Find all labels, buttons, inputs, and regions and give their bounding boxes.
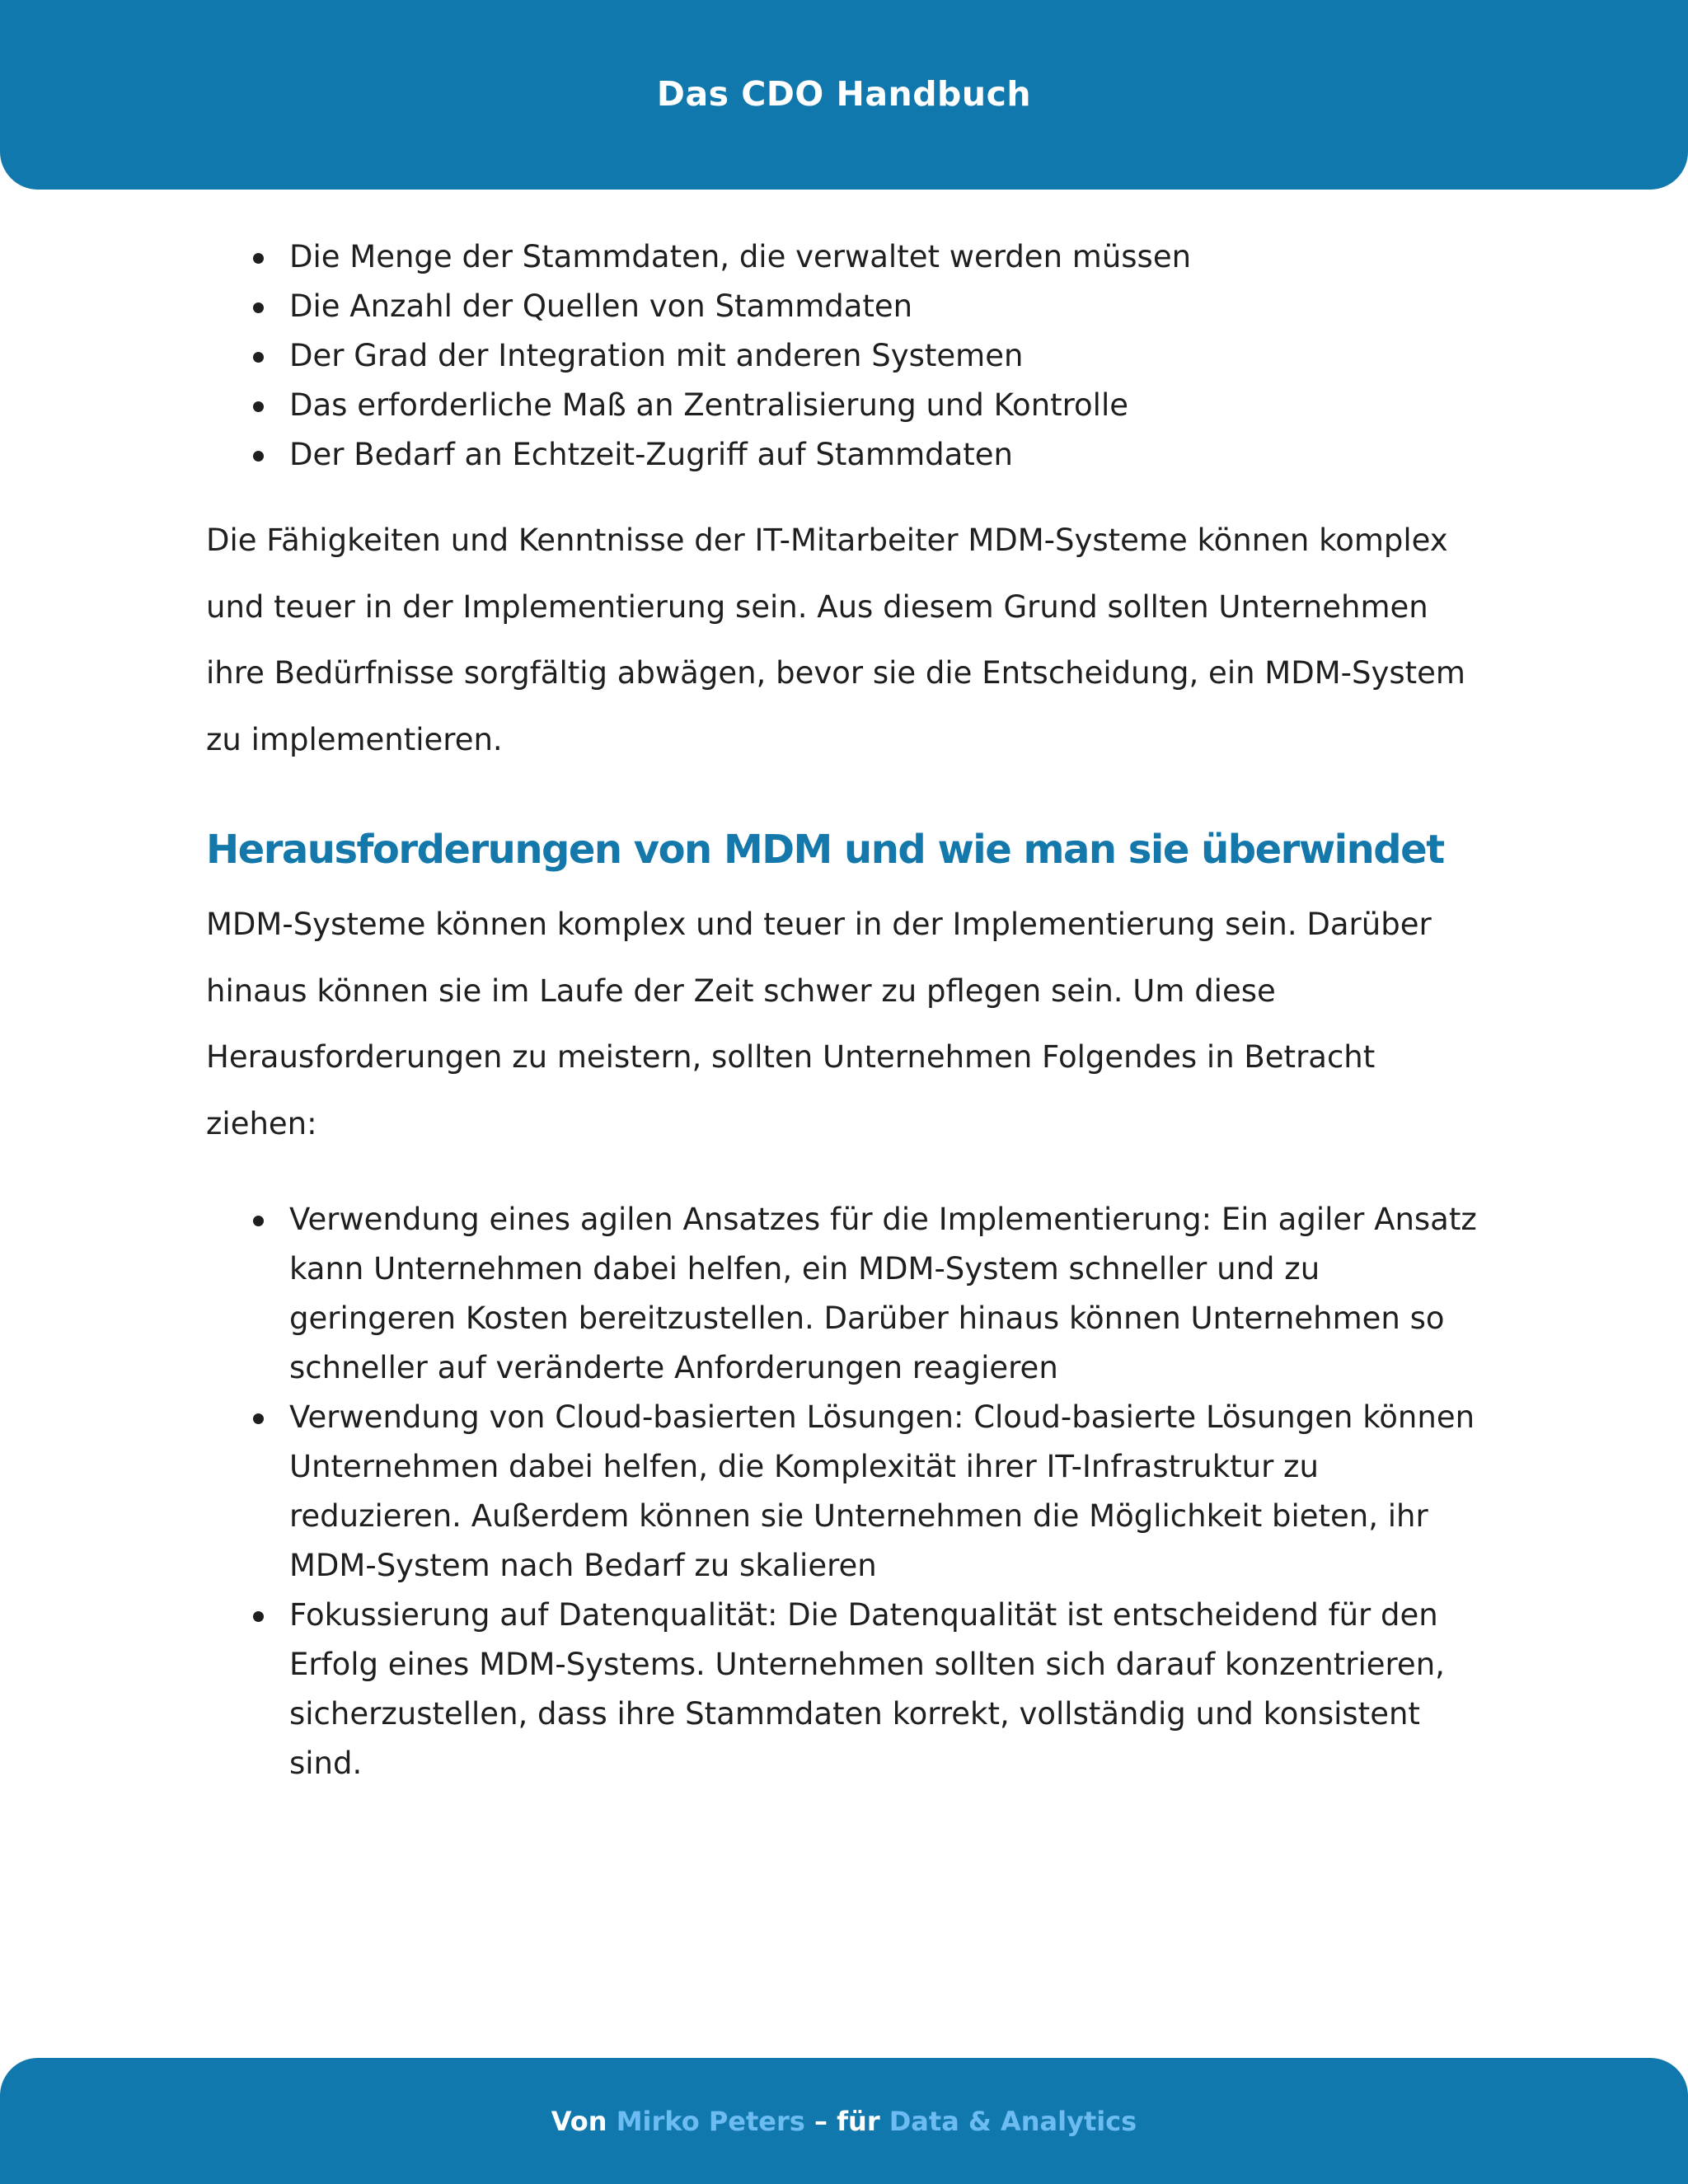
list-item-text: Der Grad der Integration mit anderen Systemen — [289, 338, 1024, 373]
bullet-icon — [253, 302, 264, 313]
page-footer — [0, 2058, 1688, 2184]
header-title: Das CDO Handbuch — [656, 74, 1032, 114]
bullet-icon — [253, 401, 264, 412]
footer-author: Mirko Peters — [616, 2106, 805, 2137]
footer-prefix: Von — [551, 2106, 607, 2137]
footer-credit — [0, 2097, 1688, 2146]
bullet-icon — [253, 1413, 264, 1424]
section-intro-paragraph: MDM-Systeme können komplex und teuer in der Implementierung sein. Darüber hinaus können sie im Laufe der Zeit schwer zu pflegen sein. Um diese Herausforderungen zu meistern, sollten Unternehmen Folgendes in Betracht ziehen: — [206, 907, 1432, 1141]
section-heading: Herausforderungen von MDM und wie man sie überwindet — [206, 827, 1444, 873]
list-item-text: Verwendung eines agilen Ansatzes für die Implementierung: Ein agiler Ansatz kann Unternehmen dabei helfen, ein MDM-System schneller und zu geringeren Kosten bereitzustellen. Darüber hinaus können Unternehmen so schneller auf veränderte Anforderungen reagieren — [289, 1202, 1477, 1385]
page-content — [206, 232, 1492, 1788]
list-item — [206, 1591, 1492, 1788]
page-header — [0, 0, 1688, 190]
list-item-text: Der Bedarf an Echtzeit-Zugriff auf Stammdaten — [289, 437, 1013, 472]
footer-org: Data & Analytics — [889, 2106, 1137, 2137]
bullet-icon — [253, 1216, 264, 1226]
list-item-text: Die Menge der Stammdaten, die verwaltet werden müssen — [289, 239, 1192, 274]
bullet-icon — [253, 451, 264, 462]
list-item-text: Verwendung von Cloud-basierten Lösungen: Cloud-basierte Lösungen können Unternehmen dabei helfen, die Komplexität ihrer IT-Infrastruktur zu reduzieren. Außerdem können sie Unternehmen die Möglichkeit bieten, ihr MDM-System nach Bedarf zu skalieren — [289, 1399, 1475, 1583]
top-bullet-list — [206, 232, 1492, 480]
bullet-icon — [253, 1611, 264, 1622]
list-item — [206, 430, 1492, 480]
bullet-icon — [253, 352, 264, 363]
list-item — [206, 232, 1492, 282]
footer-separator: – für — [814, 2106, 880, 2137]
list-item — [206, 1393, 1492, 1591]
list-item — [206, 282, 1492, 331]
list-item-text: Fokussierung auf Datenqualität: Die Datenqualität ist entscheidend für den Erfolg eines MDM-Systems. Unternehmen sollten sich darauf konzentrieren, sicherzustellen, dass ihre Stammdaten korrekt, vollständig und konsistent sind. — [289, 1597, 1445, 1781]
list-item — [206, 381, 1492, 430]
list-item-text: Die Anzahl der Quellen von Stammdaten — [289, 288, 913, 324]
list-item — [206, 1195, 1492, 1393]
bullet-icon — [253, 253, 264, 264]
list-item-text: Das erforderliche Maß an Zentralisierung und Kontrolle — [289, 387, 1129, 423]
paragraph-mdm-skills: Die Fähigkeiten und Kenntnisse der IT-Mitarbeiter MDM-Systeme können komplex und teuer in der Implementierung sein. Aus diesem Grund sollten Unternehmen ihre Bedürfnisse sorgfältig abwägen, bevor sie die Entscheidung, ein MDM-System zu implementieren. — [206, 523, 1465, 757]
challenges-bullet-list — [206, 1195, 1492, 1788]
list-item — [206, 331, 1492, 381]
